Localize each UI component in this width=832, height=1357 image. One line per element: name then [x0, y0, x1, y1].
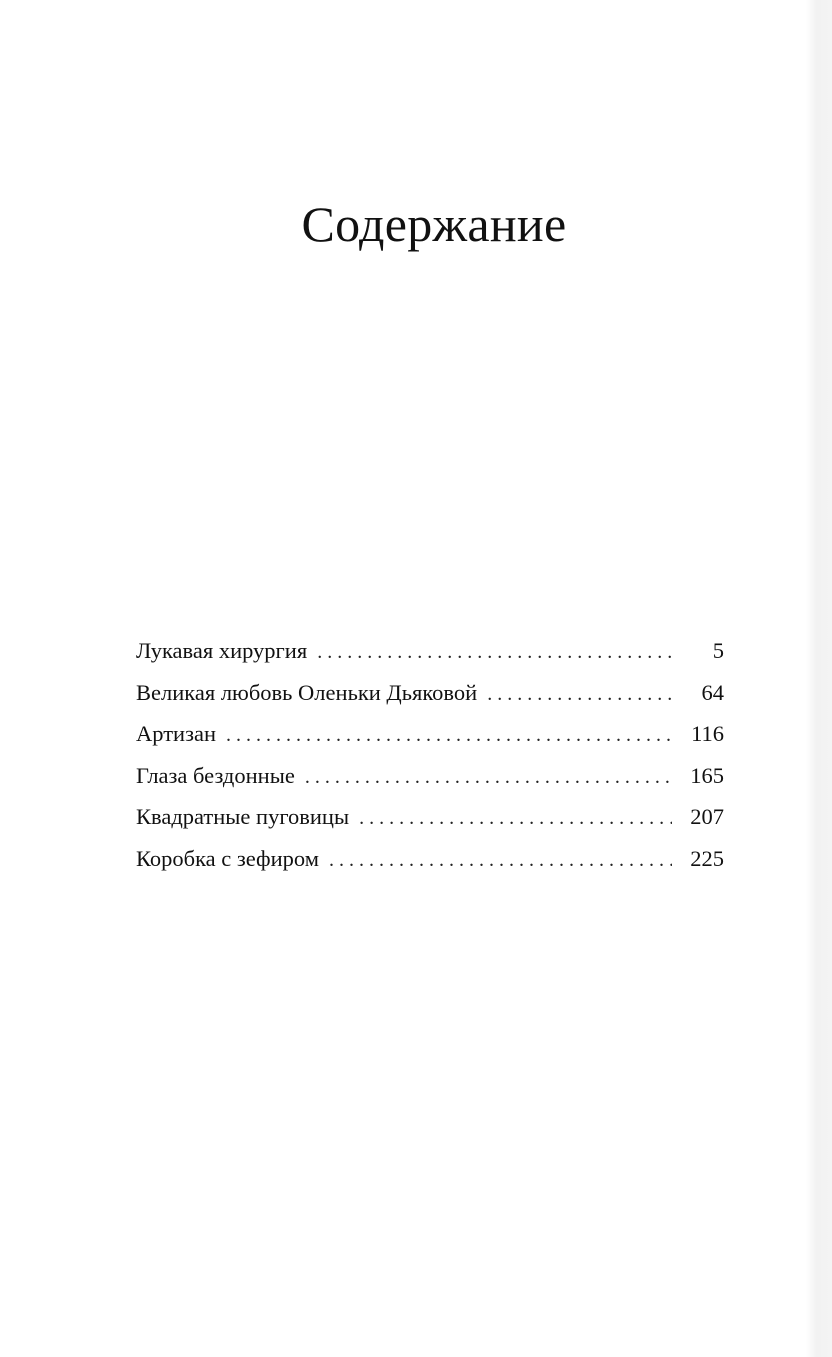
toc-entry-page: 165 — [690, 762, 724, 788]
page-title: Содержание — [301, 196, 567, 252]
toc-entry-page: 64 — [701, 679, 724, 705]
table-of-contents — [136, 630, 724, 879]
toc-entry — [136, 713, 724, 755]
toc-entry — [136, 796, 724, 838]
toc-dot-leader — [317, 632, 672, 672]
toc-dot-leader — [487, 674, 672, 714]
toc-entry — [136, 755, 724, 797]
toc-dot-leader — [329, 840, 672, 880]
toc-entry-page: 5 — [712, 638, 724, 663]
toc-dot-leader — [305, 757, 672, 797]
toc-entry — [136, 838, 724, 880]
toc-entry-title: Квадратные пуговицы — [136, 804, 350, 829]
toc-entry-page: 225 — [690, 845, 724, 871]
toc-entry-title: Артизан — [136, 721, 216, 746]
toc-entry — [136, 630, 724, 672]
toc-entry-page: 116 — [691, 721, 724, 746]
toc-dot-leader — [226, 715, 672, 755]
toc-entry-title: Великая любовь Оленьки Дьяковой — [136, 679, 478, 705]
toc-entry-page: 207 — [690, 804, 724, 829]
toc-entry-title: Лукавая хирургия — [136, 638, 308, 663]
toc-entry-title: Глаза бездонные — [136, 762, 295, 788]
toc-entry — [136, 672, 724, 714]
toc-entry-title: Коробка с зефиром — [136, 845, 319, 871]
toc-dot-leader — [359, 798, 672, 838]
